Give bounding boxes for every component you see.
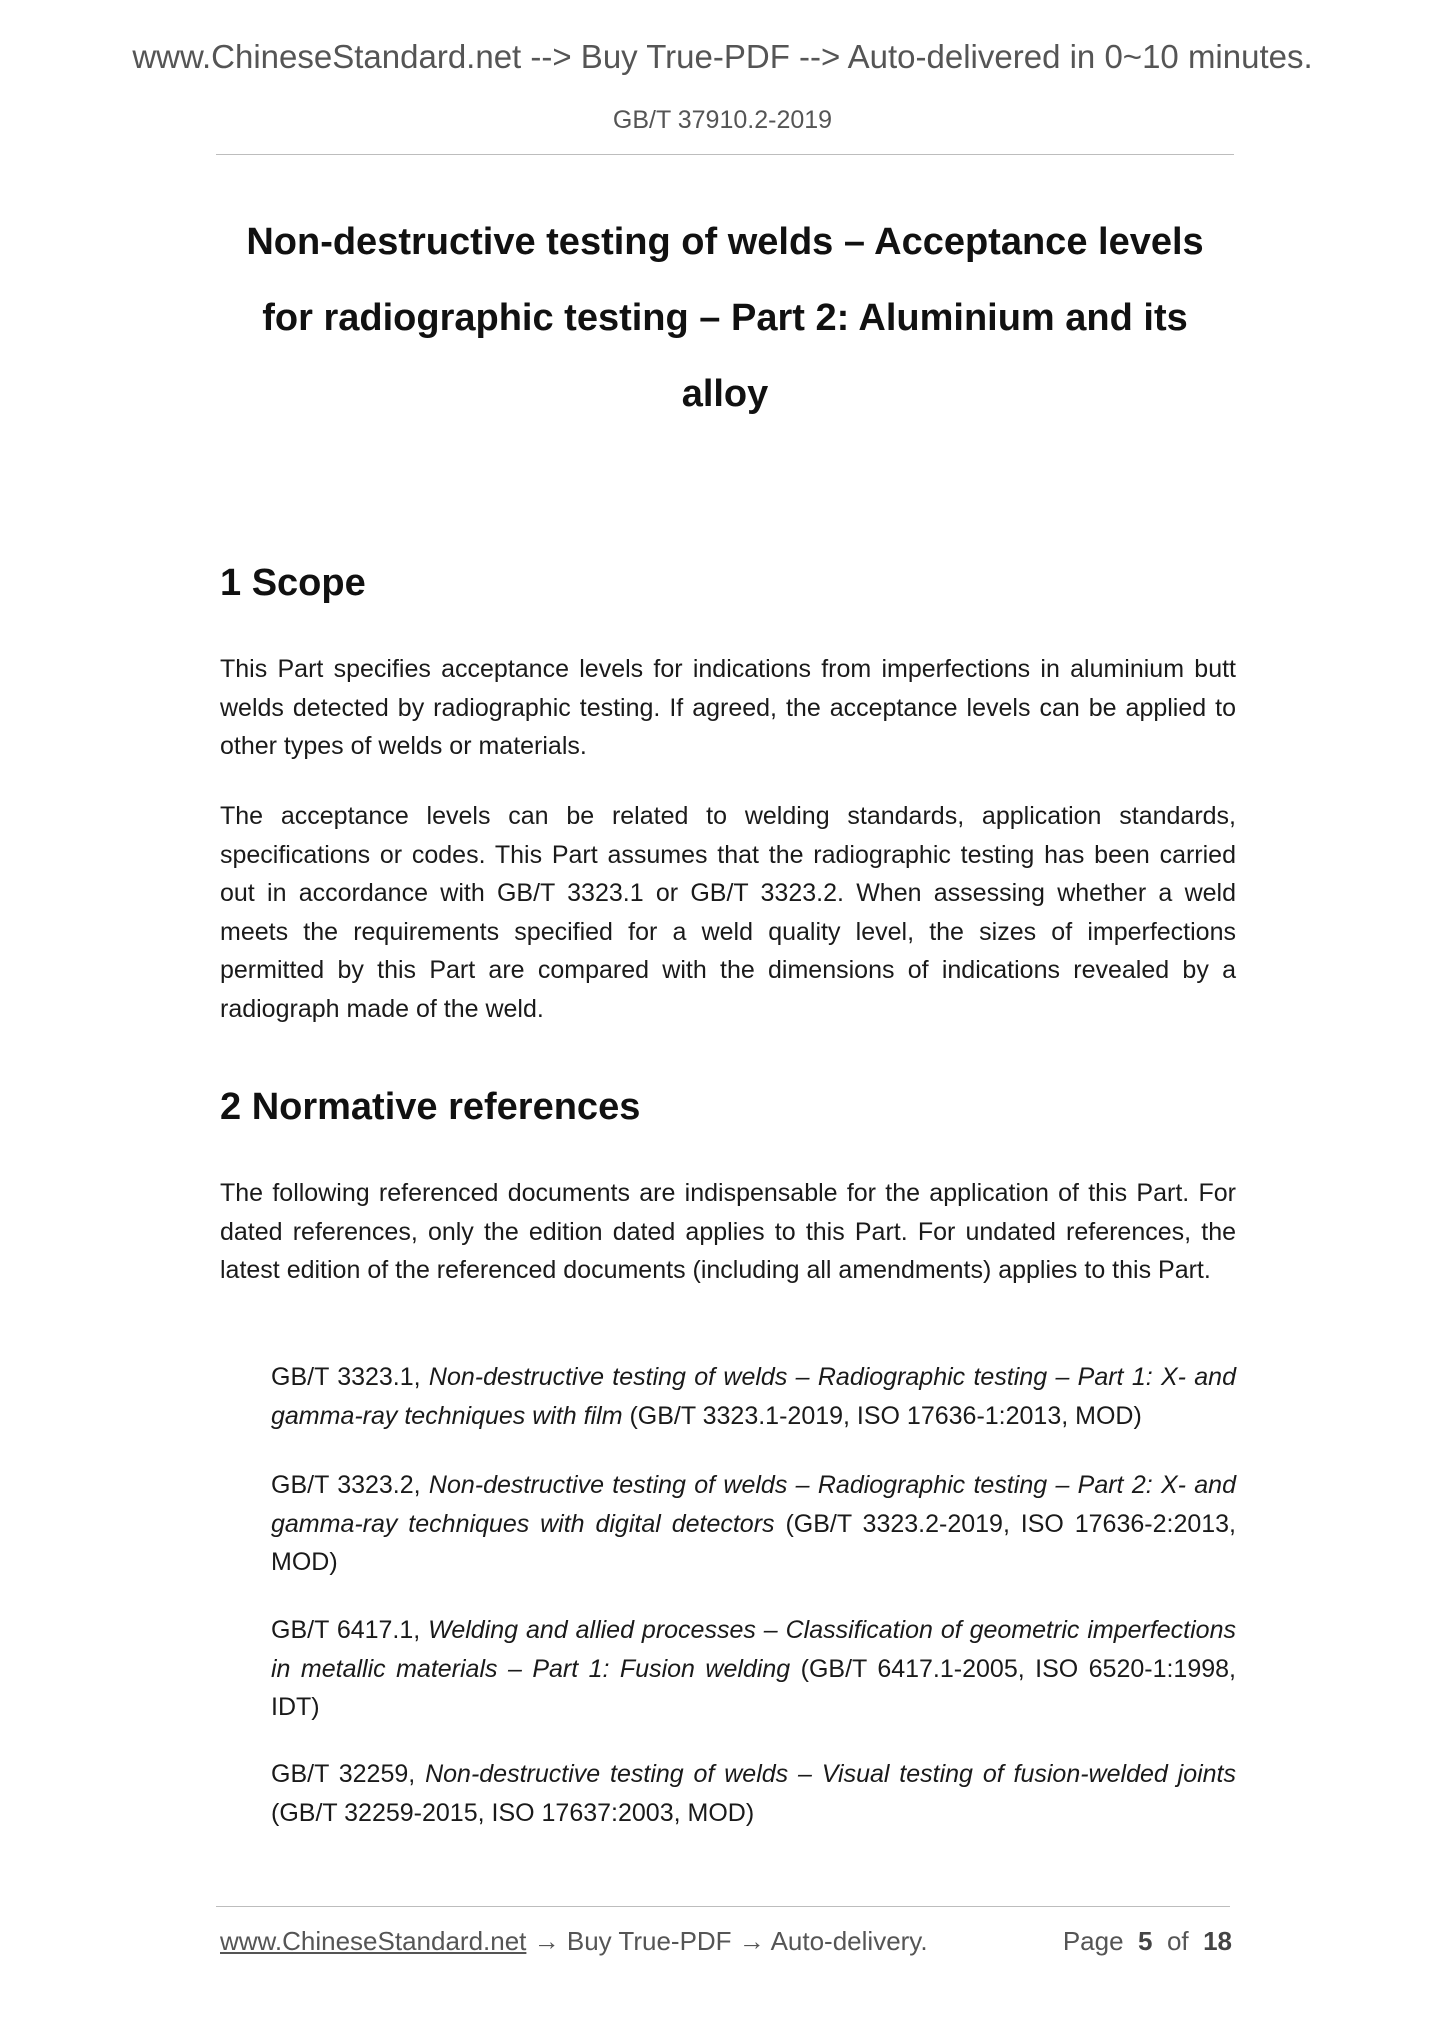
document-title [216, 204, 1234, 432]
reference-code: GB/T 3323.1, [271, 1363, 421, 1391]
footer-delivery-text: → Buy True-PDF → Auto-delivery. [526, 1926, 928, 1956]
reference-title: Non-destructive testing of welds – Visual testing of fusion-welded joints [425, 1760, 1237, 1788]
footer-divider [216, 1906, 1230, 1907]
reference-code: GB/T 6417.1, [271, 1616, 421, 1644]
of-label: of [1166, 1926, 1189, 1956]
reference-note: (GB/T 32259-2015, ISO 17637:2003, MOD) [271, 1798, 755, 1827]
top-banner: www.ChineseStandard.net --> Buy True-PDF --> Auto-delivered in 0~10 minutes. [132, 38, 1313, 75]
reference-note: (GB/T 3323.1-2019, ISO 17636-1:2013, MOD) [629, 1401, 1142, 1430]
reference-title: Non-destructive testing of welds – Radiographic testing – Part 1: X- and gamma-ray techniques with film [271, 1363, 1236, 1430]
title-line-3: alloy [681, 373, 769, 415]
scope-paragraph-1: This Part specifies acceptance levels for indications from imperfections in aluminium butt welds detected by radiographic testing. If agreed, the acceptance levels can be applied to other types of welds or materials. [220, 655, 1236, 760]
title-line-2: for radiographic testing – Part 2: Aluminium and its [262, 297, 1188, 339]
references-intro-paragraph: The following referenced documents are indispensable for the application of this Part. For dated references, only the edition dated applies to this Part. For undated references, the latest edition of the referenced documents (including all amendments) applies to this Part. [220, 1179, 1236, 1284]
reference-item [271, 1755, 1236, 1832]
reference-item [271, 1358, 1236, 1435]
section-heading-scope: 1 Scope [220, 562, 366, 604]
section-heading-normative-references: 2 Normative references [220, 1086, 641, 1128]
document-code: GB/T 37910.2-2019 [612, 106, 833, 134]
reference-title: Welding and allied processes – Classification of geometric imperfections in metallic materials – Part 1: Fusion welding [271, 1616, 1236, 1683]
header-divider [216, 154, 1234, 155]
total-pages-number: 18 [1203, 1926, 1232, 1956]
reference-note: (GB/T 6417.1-2005, ISO 6520-1:1998, IDT) [271, 1654, 1236, 1721]
reference-code: GB/T 32259, [271, 1760, 416, 1788]
page-label: Page [1062, 1926, 1124, 1956]
page-footer [220, 1926, 1232, 1957]
reference-code: GB/T 3323.2, [271, 1471, 421, 1499]
current-page-number: 5 [1138, 1926, 1153, 1956]
title-line-1: Non-destructive testing of welds – Acceptance levels [246, 221, 1204, 263]
page-indicator [1063, 1926, 1232, 1957]
reference-item [271, 1611, 1236, 1727]
scope-paragraph-2: The acceptance levels can be related to welding standards, application standards, specifications or codes. This Part assumes that the radiographic testing has been carried out in accordance with GB/T 3323.1 or GB/T 3323.2. When assessing whether a weld meets the requirements specified for a weld quality level, the sizes of imperfections permitted by this Part are compared with the dimensions of indications revealed by a radiograph made of the weld. [220, 802, 1236, 1023]
reference-item [271, 1466, 1236, 1582]
reference-note: (GB/T 3323.2-2019, ISO 17636-2:2013, MOD) [271, 1509, 1236, 1576]
footer-website-link[interactable]: www.ChineseStandard.net [220, 1926, 527, 1956]
reference-title: Non-destructive testing of welds – Radiographic testing – Part 2: X- and gamma-ray techniques with digital detectors [271, 1471, 1236, 1538]
